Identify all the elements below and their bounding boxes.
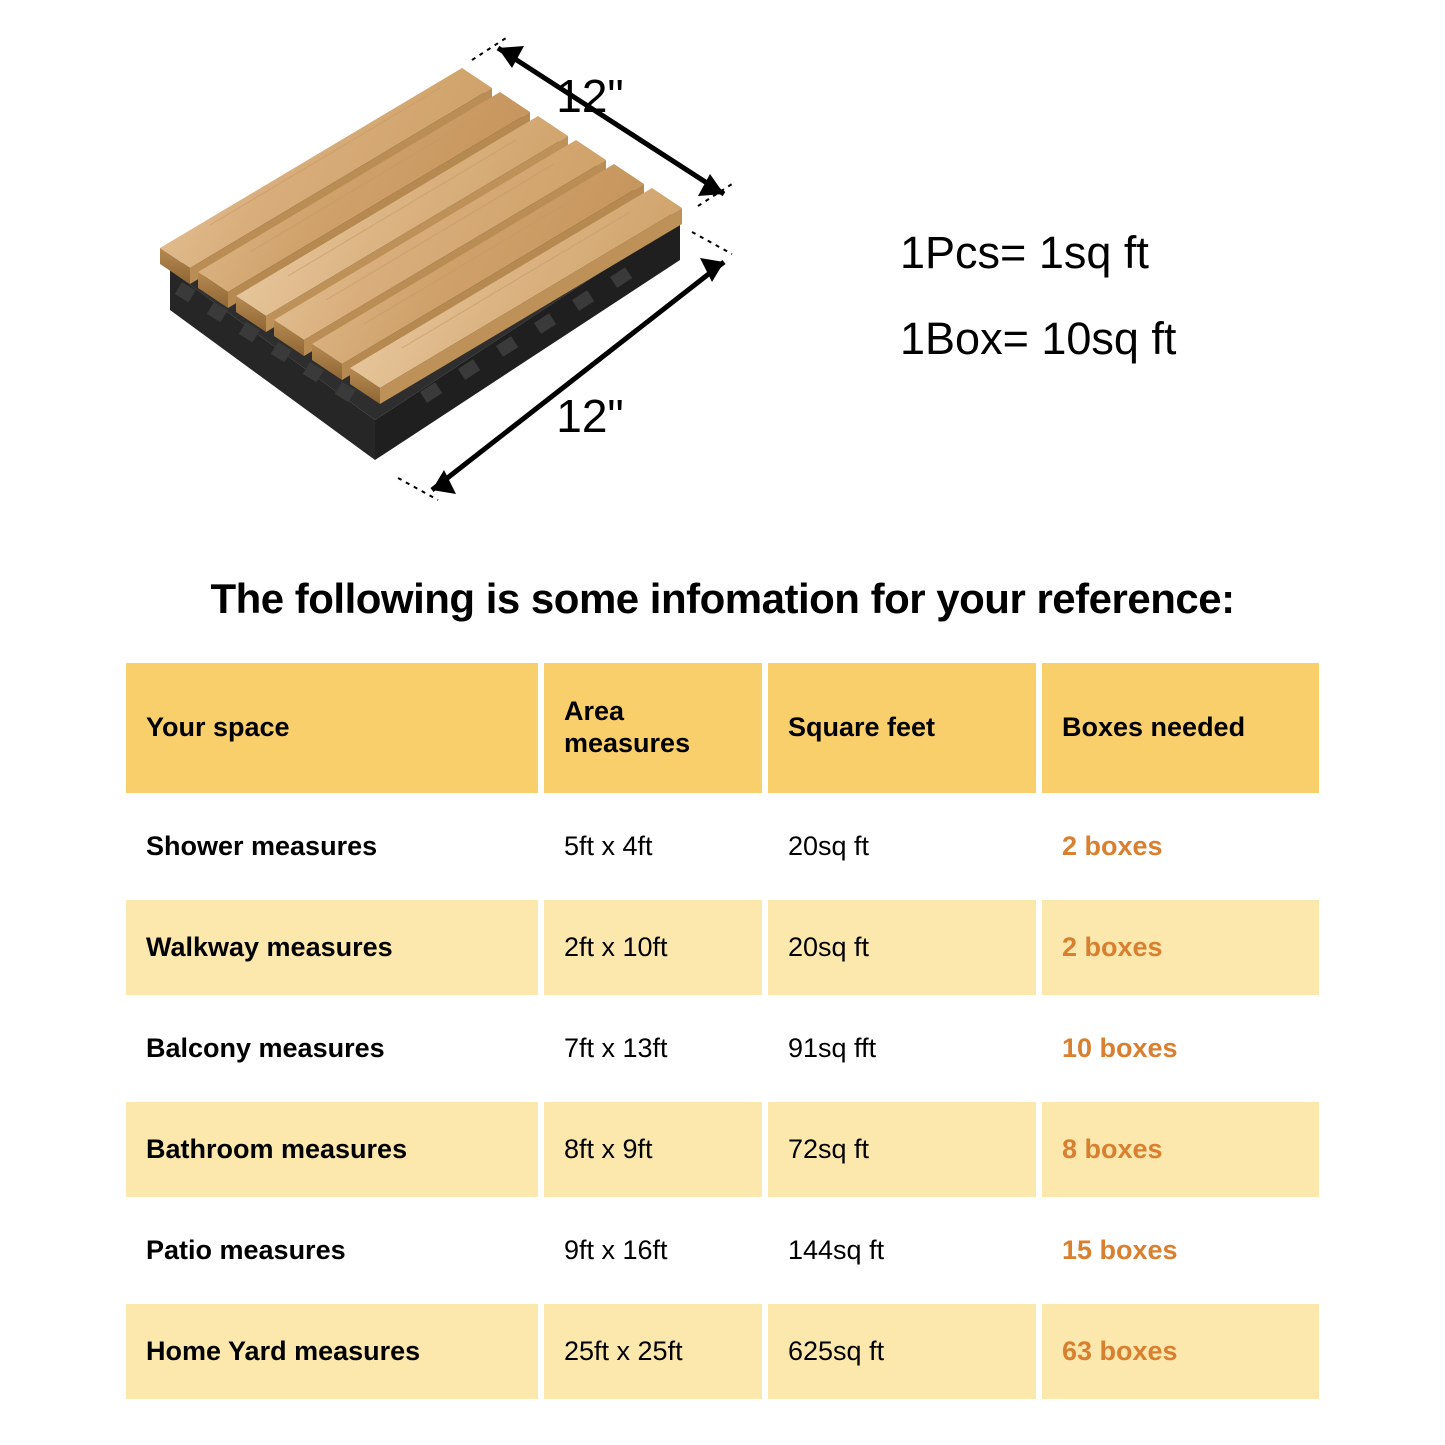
cell-boxes: 15 boxes — [1062, 1235, 1178, 1265]
cell-boxes: 10 boxes — [1062, 1033, 1178, 1063]
cell-space: Balcony measures — [146, 1033, 385, 1063]
cell-boxes: 2 boxes — [1062, 831, 1163, 861]
product-illustration — [0, 0, 1445, 575]
cell-sqft: 625sq ft — [768, 1304, 1036, 1399]
dimension-bottom-label: 12" — [556, 390, 624, 442]
table-row — [126, 1304, 1319, 1399]
cell-sqft: 72sq ft — [768, 1102, 1036, 1197]
cell-area: 9ft x 16ft — [564, 1235, 668, 1265]
cell-space: Patio measures — [146, 1235, 346, 1265]
cell-area: 7ft x 13ft — [564, 1033, 668, 1063]
cell-area: 2ft x 10ft — [544, 900, 762, 995]
table-row — [126, 1203, 1319, 1298]
cell-sqft: 20sq ft — [768, 900, 1036, 995]
table-header-row — [126, 663, 1319, 793]
column-header-sqft: Square feet — [768, 663, 1036, 793]
cell-boxes: 8 boxes — [1042, 1102, 1319, 1197]
cell-boxes: 2 boxes — [1042, 900, 1319, 995]
cell-sqft: 144sq ft — [788, 1235, 885, 1265]
dimension-top-label: 12" — [556, 70, 624, 122]
table-row — [126, 799, 1319, 894]
cell-area: 8ft x 9ft — [544, 1102, 762, 1197]
spec-line-box: 1Box= 10sq ft — [900, 313, 1177, 364]
cell-space: Home Yard measures — [126, 1304, 538, 1399]
column-header-boxes: Boxes needed — [1042, 663, 1319, 793]
cell-space: Shower measures — [146, 831, 378, 861]
cell-area: 25ft x 25ft — [544, 1304, 762, 1399]
column-header-area: Area measures — [544, 663, 762, 793]
table-row — [126, 1102, 1319, 1197]
column-header-space: Your space — [126, 663, 538, 793]
page-title: The following is some infomation for your reference: — [210, 575, 1235, 622]
spec-conversion-list — [900, 210, 1370, 382]
deck-tile-diagram — [120, 20, 900, 550]
cell-area: 5ft x 4ft — [564, 831, 653, 861]
reference-table — [120, 657, 1325, 1405]
cell-space: Bathroom measures — [126, 1102, 538, 1197]
table-row — [126, 900, 1319, 995]
cell-sqft: 20sq ft — [788, 831, 870, 861]
cell-boxes: 63 boxes — [1042, 1304, 1319, 1399]
cell-sqft: 91sq fft — [788, 1033, 877, 1063]
table-row — [126, 1001, 1319, 1096]
spec-line-pieces: 1Pcs= 1sq ft — [900, 227, 1149, 278]
cell-space: Walkway measures — [126, 900, 538, 995]
